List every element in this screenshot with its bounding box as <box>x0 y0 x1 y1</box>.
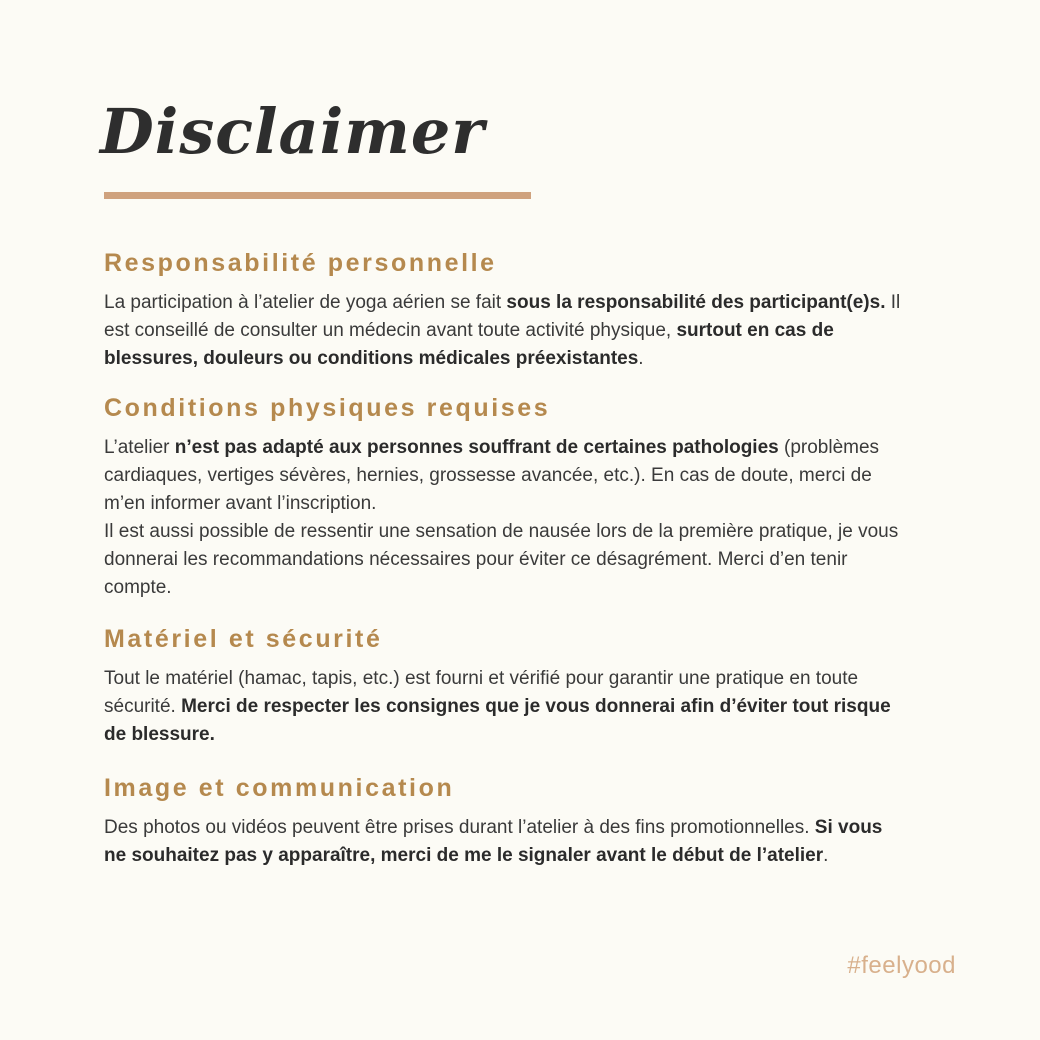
bold-run: Si vous ne souhaitez pas y apparaître, merci de me le signaler avant le début de l’atelier <box>104 817 883 866</box>
section-paragraph <box>104 434 904 602</box>
text-run: La participation à l’atelier de yoga aérien se fait <box>104 292 507 313</box>
section-materiel <box>104 619 904 749</box>
hashtag-label: #feelyood <box>847 952 956 979</box>
page-title: Disclaimer <box>100 95 485 168</box>
section-conditions <box>104 388 904 602</box>
section-paragraph <box>104 665 904 749</box>
text-run: Des photos ou vidéos peuvent être prises durant l’atelier à des fins promotionnelles. <box>104 817 815 838</box>
bold-run: surtout en cas de blessures, douleurs ou conditions médicales préexistantes <box>104 320 834 369</box>
title-underline <box>104 192 531 199</box>
bold-run: sous la responsabilité des participant(e)s. <box>506 292 886 313</box>
section-heading: Responsabilité personnelle <box>104 249 497 277</box>
section-paragraph <box>104 289 904 373</box>
section-heading: Image et communication <box>104 774 455 802</box>
text-run: Il est conseillé de consulter un médecin avant toute activité physique, <box>104 292 901 341</box>
section-image <box>104 768 904 870</box>
bold-run: Merci de respecter les consignes que je vous donnerai afin d’éviter tout risque de blessure. <box>104 696 891 745</box>
section-paragraph <box>104 814 904 870</box>
text-run: . <box>823 845 829 866</box>
disclaimer-content <box>104 243 904 870</box>
section-heading: Matériel et sécurité <box>104 625 383 653</box>
section-heading: Conditions physiques requises <box>104 394 551 422</box>
text-run: L’atelier <box>104 437 175 458</box>
text-run: (problèmes cardiaques, vertiges sévères, hernies, grossesse avancée, etc.). En cas de doute, merci de m’en informer avant l’inscription. <box>104 437 880 514</box>
text-run: . <box>638 348 644 369</box>
text-run: Il est aussi possible de ressentir une sensation de nausée lors de la première pratique, je vous donnerai les recommandations nécessaires pour éviter ce désagrément. Merci d’en tenir compte. <box>104 521 899 598</box>
bold-run: n’est pas adapté aux personnes souffrant de certaines pathologies <box>174 437 779 458</box>
text-run: Tout le matériel (hamac, tapis, etc.) est fourni et vérifié pour garantir une pratique en toute sécurité. <box>104 668 859 717</box>
section-responsabilite <box>104 243 904 373</box>
